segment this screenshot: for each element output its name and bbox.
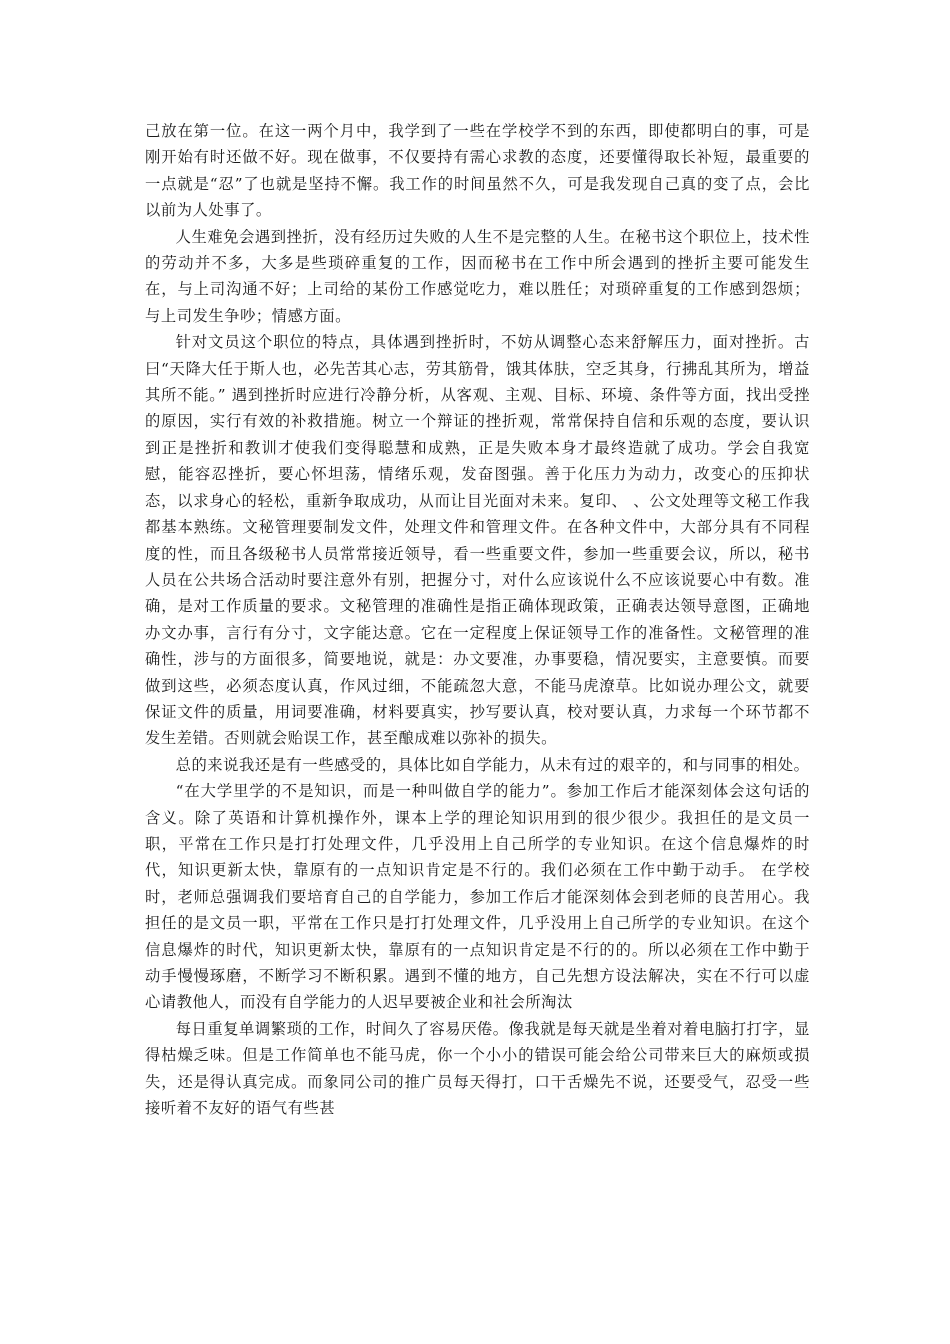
paragraph: 每日重复单调繁琐的工作，时间久了容易厌倦。像我就是每天就是坐着对着电脑打打字，显得枯燥乏味。但是工作简单也不能马虎，你一个小小的错误可能会给公司带来巨大的麻烦或损失，还是得认真完成。而象同公司的推广员每天得打，口干舌燥先不说，还要受气，忍受一些接听着不友好的语气有些甚 bbox=[145, 1019, 810, 1118]
paragraph: 人生难免会遇到挫折，没有经历过失败的人生不是完整的人生。在秘书这个职位上，技术性的劳动并不多，大多是些琐碎重复的工作，因而秘书在工作中所会遇到的挫折主要可能发生在，与上司沟通不好；上司给的某份工作感觉吃力，难以胜任；对琐碎重复的工作感到怨烦；与上司发生争吵；情感方面。 bbox=[145, 227, 810, 325]
paragraph: 总的来说我还是有一些感受的，具体比如自学能力，从未有过的艰辛的，和与同事的相处。 bbox=[175, 755, 810, 774]
document-body bbox=[145, 118, 810, 1121]
paragraph: “在大学里学的不是知识，而是一种叫做自学的能力”。参加工作后才能深刻体会这句话的含义。除了英语和计算机操作外，课本上学的理论知识用到的很少很少。我担任的是文员一职，平常在工作只是打打处理文件，几乎没用上自己所学的专业知识。在这个信息爆炸的时代，知识更新太快，靠原有的一点知识肯定是不行的。我们必须在工作中勤于动手。 在学校时，老师总强调我们要培育自己的自学能力，参加工作后才能深刻体会到老师的良苦用心。我担任的是文员一职，平常在工作只是打打处理文件，几乎没用上自己所学的专业知识。在这个信息爆炸的时代，知识更新太快，靠原有的一点知识肯定是不行的的。所以必须在工作中勤于动手慢慢琢磨，不断学习不断积累。遇到不懂的地方，自己先想方设法解决，实在不行可以虚心请教他人，而没有自学能力的人迟早要被企业和社会所淘汰 bbox=[145, 782, 810, 1012]
paragraph: 针对文员这个职位的特点，具体遇到挫折时，不妨从调整心态来舒解压力，面对挫折。古曰“天降大任于斯人也，必先苦其心志，劳其筋骨，饿其体肤，空乏其身，行拂乱其所为，增益其所不能。” 遇到挫折时应进行冷静分析，从客观、主观、目标、环境、条件等方面，找出受挫的原因，实行有效的补救措施。树立一个辩证的挫折观，常常保持自信和乐观的态度，要认识到正是挫折和教训才使我们变得聪慧和成熟，正是失败本身才最终造就了成功。学会自我宽慰，能容忍挫折，要心怀坦荡，情绪乐观，发奋图强。善于化压力为动力，改变心的压抑状态，以求身心的轻松，重新争取成功，从而让目光面对未来。复印、 、公文处理等文秘工作我都基本熟练。文秘管理要制发文件，处理文件和管理文件。在各种文件中，大部分具有不同程度的性，而且各级秘书人员常常接近领导，看一些重要文件，参加一些重要会议，所以，秘书人员在公共场合活动时要注意外有别，把握分寸，对什么应该说什么不应该说要心中有数。准确，是对工作质量的要求。文秘管理的准确性是指正确体现政策，正确表达领导意图，正确地办文办事，言行有分寸，文字能达意。它在一定程度上保证领导工作的准备性。文秘管理的准确性，涉与的方面很多，简要地说，就是：办文要准，办事要稳，情况要实，主意要慎。而要做到这些，必须态度认真，作风过细，不能疏忽大意，不能马虎潦草。比如说办理公文，就要保证文件的质量，用词要准确，材料要真实，抄写要认真，校对要认真，力求每一个环节都不发生差错。否则就会贻误工作，甚至酿成难以弥补的损失。 bbox=[145, 333, 810, 748]
paragraph: 己放在第一位。在这一两个月中，我学到了一些在学校学不到的东西，即使都明白的事，可是刚开始有时还做不好。现在做事，不仅要持有需心求教的态度，还要懂得取长补短，最重要的一点就是“忍”了也就是坚持不懈。我工作的时间虽然不久，可是我发现自己真的变了点，会比以前为人处事了。 bbox=[145, 122, 810, 220]
